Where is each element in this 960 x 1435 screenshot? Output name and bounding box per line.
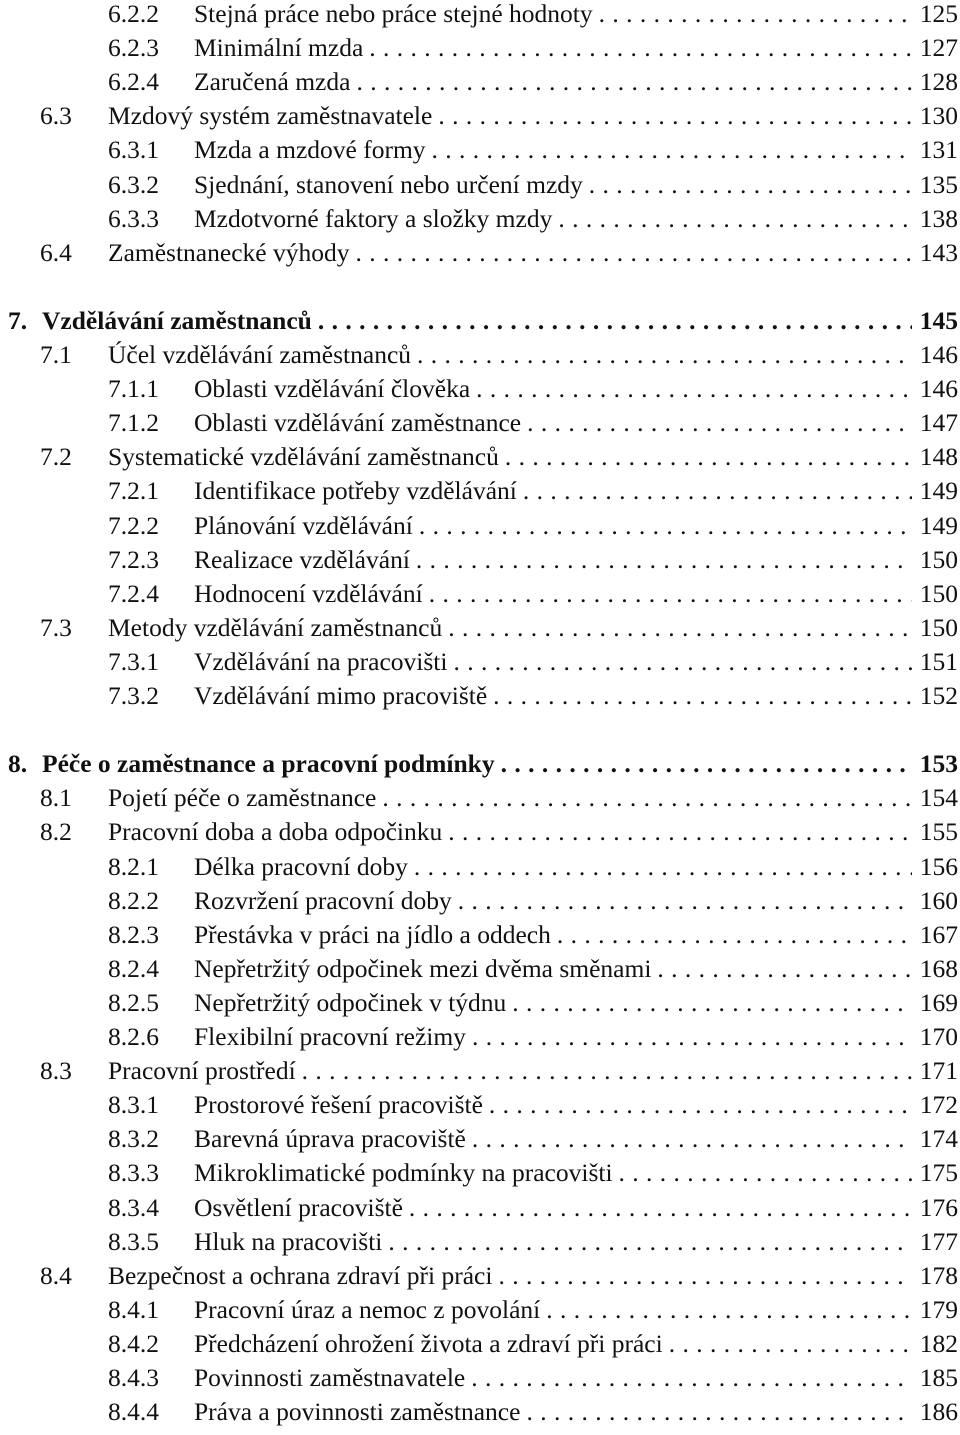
dot-leader bbox=[657, 952, 911, 986]
toc-entry-page-number: 170 bbox=[912, 1020, 958, 1054]
toc-entry-line bbox=[194, 31, 958, 65]
toc-entry-number: 7.1.1 bbox=[108, 374, 159, 404]
dot-leader bbox=[419, 509, 912, 543]
toc-entry-title: Mzda a mzdové formy bbox=[194, 133, 432, 167]
dot-leader bbox=[458, 884, 912, 918]
dot-leader bbox=[438, 99, 911, 133]
toc-entry-number: 7.2.2 bbox=[108, 510, 159, 540]
toc-entry-title: Osvětlení pracoviště bbox=[194, 1191, 409, 1225]
toc-entry-page-number: 153 bbox=[912, 747, 958, 781]
toc-entry-page-number: 150 bbox=[912, 577, 958, 611]
toc-entry-line bbox=[108, 815, 958, 849]
toc-entry-page-number: 177 bbox=[912, 1225, 958, 1259]
toc-entry-line bbox=[194, 1020, 958, 1054]
toc-entry-line bbox=[108, 338, 958, 372]
toc-entry-number: 7.3.2 bbox=[108, 681, 159, 710]
toc-entry-number: 6.2.2 bbox=[108, 0, 159, 28]
toc-entry-title: Prostorové řešení pracoviště bbox=[194, 1088, 489, 1122]
toc-entry-number: 6.4 bbox=[40, 237, 72, 267]
toc-entry[interactable] bbox=[0, 0, 960, 31]
toc-entry-line bbox=[42, 304, 958, 338]
toc-entry-number: 8.4 bbox=[40, 1260, 72, 1290]
toc-entry-title: Mikroklimatické podmínky na pracovišti bbox=[194, 1156, 619, 1190]
toc-entry-line bbox=[194, 406, 958, 440]
toc-entry-number: 8.2.1 bbox=[108, 851, 159, 881]
toc-entry-number: 8. bbox=[8, 749, 28, 779]
toc-entry[interactable] bbox=[0, 1361, 960, 1395]
toc-entry[interactable] bbox=[0, 202, 960, 236]
toc-entry-title: Bezpečnost a ochrana zdraví při práci bbox=[108, 1259, 498, 1293]
toc-entry-number: 8.3.1 bbox=[108, 1090, 159, 1120]
toc-entry-page-number: 146 bbox=[912, 372, 958, 406]
toc-entry-line bbox=[194, 1361, 958, 1395]
toc-entry-title: Předcházení ohrožení života a zdraví při práci bbox=[194, 1327, 669, 1361]
toc-entry-title: Zaručená mzda bbox=[194, 65, 356, 99]
dot-leader bbox=[414, 850, 912, 884]
toc-entry[interactable] bbox=[0, 1395, 960, 1429]
toc-entry-page-number: 171 bbox=[912, 1054, 958, 1088]
toc-entry[interactable] bbox=[0, 338, 960, 372]
toc-entry-page-number: 152 bbox=[912, 679, 958, 713]
toc-entry-title: Flexibilní pracovní režimy bbox=[194, 1020, 472, 1054]
toc-entry[interactable] bbox=[0, 884, 960, 918]
toc-entry-line bbox=[194, 133, 958, 167]
toc-entry-line bbox=[194, 679, 958, 713]
toc-entry[interactable] bbox=[0, 918, 960, 952]
toc-entry-line bbox=[194, 543, 958, 577]
toc-entry-page-number: 179 bbox=[912, 1293, 958, 1327]
dot-leader bbox=[526, 1395, 911, 1429]
toc-entry[interactable] bbox=[0, 1293, 960, 1327]
toc-entry-number: 8.2.2 bbox=[108, 885, 159, 915]
toc-entry-title: Přestávka v práci na jídlo a oddech bbox=[194, 918, 557, 952]
toc-entry-number: 8.3.5 bbox=[108, 1226, 159, 1256]
toc-entry-page-number: 135 bbox=[912, 168, 958, 202]
toc-entry-title: Oblasti vzdělávání zaměstnance bbox=[194, 406, 527, 440]
toc-entry-number: 7.3 bbox=[40, 612, 72, 642]
dot-leader bbox=[417, 338, 912, 372]
dot-leader bbox=[557, 918, 912, 952]
toc-entry-title: Mzdový systém zaměstnavatele bbox=[108, 99, 438, 133]
toc-entry-title: Povinnosti zaměstnavatele bbox=[194, 1361, 471, 1395]
toc-entry[interactable] bbox=[0, 611, 960, 645]
dot-leader bbox=[498, 1259, 911, 1293]
dot-leader bbox=[589, 168, 912, 202]
toc-entry[interactable] bbox=[0, 543, 960, 577]
dot-leader bbox=[669, 1327, 912, 1361]
toc-entry-number: 8.4.1 bbox=[108, 1294, 159, 1324]
toc-entry-title: Realizace vzdělávání bbox=[194, 543, 416, 577]
toc-entry-number: 7. bbox=[8, 305, 28, 335]
toc-entry[interactable] bbox=[0, 1156, 960, 1190]
toc-entry-number: 6.3.1 bbox=[108, 135, 159, 165]
toc-entry-line bbox=[42, 747, 958, 781]
toc-entry-page-number: 174 bbox=[912, 1122, 958, 1156]
toc-entry-line bbox=[194, 1122, 958, 1156]
toc-entry-page-number: 167 bbox=[912, 918, 958, 952]
toc-entry-line bbox=[194, 168, 958, 202]
toc-entry-page-number: 150 bbox=[912, 543, 958, 577]
dot-leader bbox=[355, 236, 911, 270]
dot-leader bbox=[471, 1361, 912, 1395]
toc-entry[interactable] bbox=[0, 474, 960, 508]
toc-entry-page-number: 143 bbox=[912, 236, 958, 270]
toc-entry-number: 8.1 bbox=[40, 783, 72, 813]
dot-leader bbox=[472, 1122, 912, 1156]
toc-entry[interactable] bbox=[0, 645, 960, 679]
toc-entry-page-number: 130 bbox=[912, 99, 958, 133]
toc-entry-title: Rozvržení pracovní doby bbox=[194, 884, 458, 918]
toc-entry-page-number: 151 bbox=[912, 645, 958, 679]
toc-entry-number: 8.4.3 bbox=[108, 1363, 159, 1392]
toc-entry-page-number: 155 bbox=[912, 815, 958, 849]
toc-entry-number: 8.3 bbox=[40, 1056, 72, 1086]
toc-entry-page-number: 127 bbox=[912, 31, 958, 65]
toc-entry-title: Práva a povinnosti zaměstnance bbox=[194, 1395, 526, 1429]
toc-entry[interactable] bbox=[0, 440, 960, 474]
toc-entry-number: 8.3.4 bbox=[108, 1192, 159, 1222]
toc-entry-page-number: 149 bbox=[912, 509, 958, 543]
dot-leader bbox=[489, 1088, 912, 1122]
toc-entry-number: 8.3.2 bbox=[108, 1124, 159, 1154]
toc-entry-line bbox=[194, 952, 958, 986]
dot-leader bbox=[476, 372, 912, 406]
toc-entry-line bbox=[108, 781, 958, 815]
toc-entry-number: 7.2 bbox=[40, 442, 72, 472]
dot-leader bbox=[453, 645, 911, 679]
toc-entry-page-number: 131 bbox=[912, 133, 958, 167]
toc-entry-title: Zaměstnanecké výhody bbox=[108, 236, 355, 270]
toc-entry-page-number: 149 bbox=[912, 474, 958, 508]
dot-leader bbox=[527, 406, 912, 440]
toc-entry-page-number: 125 bbox=[912, 0, 958, 31]
toc-entry-title: Účel vzdělávání zaměstnanců bbox=[108, 338, 417, 372]
toc-entry[interactable] bbox=[0, 168, 960, 202]
toc-entry-page-number: 128 bbox=[912, 65, 958, 99]
dot-leader bbox=[388, 1225, 911, 1259]
toc-chapter-entry[interactable] bbox=[0, 747, 960, 781]
toc-entry-page-number: 154 bbox=[912, 781, 958, 815]
toc-entry-page-number: 185 bbox=[912, 1361, 958, 1395]
toc-entry-number: 8.2.6 bbox=[108, 1022, 159, 1051]
toc-entry[interactable] bbox=[0, 1259, 960, 1293]
dot-leader bbox=[409, 1191, 912, 1225]
toc-entry-number: 8.4.4 bbox=[108, 1397, 159, 1427]
toc-entry-title: Hluk na pracovišti bbox=[194, 1225, 388, 1259]
toc-entry-line bbox=[194, 474, 958, 508]
dot-leader bbox=[416, 543, 912, 577]
toc-entry[interactable] bbox=[0, 1191, 960, 1225]
toc-entry-number: 7.2.3 bbox=[108, 544, 159, 574]
toc-entry-line bbox=[108, 1259, 958, 1293]
toc-entry-line bbox=[194, 509, 958, 543]
dot-leader bbox=[432, 133, 912, 167]
dot-leader bbox=[382, 781, 911, 815]
dot-leader bbox=[448, 611, 912, 645]
toc-entry-line bbox=[194, 918, 958, 952]
toc-entry-number: 6.3.3 bbox=[108, 203, 159, 233]
toc-entry-number: 8.3.3 bbox=[108, 1158, 159, 1188]
toc-entry-title: Barevná úprava pracoviště bbox=[194, 1122, 472, 1156]
dot-leader bbox=[558, 202, 911, 236]
toc-entry-line bbox=[194, 1156, 958, 1190]
toc-entry-title: Metody vzdělávání zaměstnanců bbox=[108, 611, 448, 645]
toc-entry-page-number: 186 bbox=[912, 1395, 958, 1429]
toc-entry[interactable] bbox=[0, 850, 960, 884]
toc-entry[interactable] bbox=[0, 952, 960, 986]
toc-entry-title: Nepřetržitý odpočinek v týdnu bbox=[194, 986, 512, 1020]
toc-entry-line bbox=[194, 1088, 958, 1122]
toc-entry-page-number: 145 bbox=[912, 304, 958, 338]
toc-entry-title: Systematické vzdělávání zaměstnanců bbox=[108, 440, 505, 474]
toc-entry-number: 8.2.4 bbox=[108, 953, 159, 983]
toc-entry-number: 7.2.1 bbox=[108, 476, 159, 506]
toc-entry-title: Minimální mzda bbox=[194, 31, 369, 65]
toc-entry-title: Mzdotvorné faktory a složky mzdy bbox=[194, 202, 558, 236]
toc-entry-title: Pracovní doba a doba odpočinku bbox=[108, 815, 448, 849]
toc-entry[interactable] bbox=[0, 372, 960, 406]
toc-entry-number: 6.2.4 bbox=[108, 67, 159, 97]
toc-entry-line bbox=[194, 0, 958, 31]
dot-leader bbox=[429, 577, 912, 611]
toc-entry-number: 8.2.3 bbox=[108, 919, 159, 949]
toc-entry-title: Délka pracovní doby bbox=[194, 850, 414, 884]
toc-entry-number: 7.2.4 bbox=[108, 578, 159, 608]
toc-entry[interactable] bbox=[0, 406, 960, 440]
toc-entry-line bbox=[108, 440, 958, 474]
toc-entry-line bbox=[194, 884, 958, 918]
dot-leader bbox=[546, 1293, 912, 1327]
toc-entry-page-number: 176 bbox=[912, 1191, 958, 1225]
toc-entry[interactable] bbox=[0, 1327, 960, 1361]
dot-leader bbox=[369, 31, 911, 65]
toc-entry-page-number: 148 bbox=[912, 440, 958, 474]
toc-entry-number: 6.2.3 bbox=[108, 33, 159, 63]
toc-entry-page-number: 138 bbox=[912, 202, 958, 236]
toc-entry-title: Pojetí péče o zaměstnance bbox=[108, 781, 382, 815]
toc-entry[interactable] bbox=[0, 1054, 960, 1088]
toc-entry-title: Péče o zaměstnance a pracovní podmínky bbox=[42, 747, 501, 781]
dot-leader bbox=[493, 679, 912, 713]
toc-entry-title: Vzdělávání zaměstnanců bbox=[42, 304, 318, 338]
toc-entry-line bbox=[194, 1293, 958, 1327]
toc-entry-line bbox=[194, 1327, 958, 1361]
toc-entry-page-number: 168 bbox=[912, 952, 958, 986]
toc-entry-title: Pracovní prostředí bbox=[108, 1054, 302, 1088]
toc-entry-page-number: 169 bbox=[912, 986, 958, 1020]
toc-entry-line bbox=[108, 99, 958, 133]
toc-entry-title: Vzdělávání na pracovišti bbox=[194, 645, 453, 679]
toc-entry-title: Pracovní úraz a nemoc z povolání bbox=[194, 1293, 546, 1327]
toc-entry-number: 7.1 bbox=[40, 340, 72, 369]
dot-leader bbox=[619, 1156, 912, 1190]
toc-entry-line bbox=[194, 850, 958, 884]
toc-entry-line bbox=[108, 611, 958, 645]
toc-entry-number: 6.3.2 bbox=[108, 169, 159, 199]
toc-entry-line bbox=[194, 645, 958, 679]
toc-entry[interactable] bbox=[0, 1020, 960, 1054]
toc-entry-title: Sjednání, stanovení nebo určení mzdy bbox=[194, 168, 589, 202]
dot-leader bbox=[472, 1020, 912, 1054]
toc-entry-page-number: 160 bbox=[912, 884, 958, 918]
toc-entry[interactable] bbox=[0, 1088, 960, 1122]
toc-entry[interactable] bbox=[0, 781, 960, 815]
dot-leader bbox=[318, 304, 912, 338]
toc-entry-title: Stejná práce nebo práce stejné hodnoty bbox=[194, 0, 599, 31]
dot-leader bbox=[505, 440, 912, 474]
toc-entry-title: Hodnocení vzdělávání bbox=[194, 577, 429, 611]
toc-entry-number: 7.1.2 bbox=[108, 408, 159, 438]
toc-chapter-entry[interactable] bbox=[0, 304, 960, 338]
dot-leader bbox=[512, 986, 911, 1020]
toc-entry-number: 6.3 bbox=[40, 101, 72, 131]
dot-leader bbox=[302, 1054, 912, 1088]
dot-leader bbox=[599, 0, 912, 31]
toc-entry[interactable] bbox=[0, 679, 960, 713]
toc-entry-page-number: 146 bbox=[912, 338, 958, 372]
toc-entry[interactable] bbox=[0, 1122, 960, 1156]
toc-entry-line bbox=[194, 577, 958, 611]
toc-entry[interactable] bbox=[0, 31, 960, 65]
toc-entry-number: 8.2.5 bbox=[108, 987, 159, 1017]
toc-entry-number: 7.3.1 bbox=[108, 646, 159, 676]
toc-entry[interactable] bbox=[0, 65, 960, 99]
toc-entry-page-number: 147 bbox=[912, 406, 958, 440]
dot-leader bbox=[501, 747, 912, 781]
toc-entry[interactable] bbox=[0, 815, 960, 849]
toc-entry-line bbox=[194, 1225, 958, 1259]
toc-entry[interactable] bbox=[0, 986, 960, 1020]
dot-leader bbox=[356, 65, 911, 99]
toc-entry[interactable] bbox=[0, 509, 960, 543]
toc-entry[interactable] bbox=[0, 577, 960, 611]
toc-entry-line bbox=[194, 986, 958, 1020]
toc-entry-page-number: 182 bbox=[912, 1327, 958, 1361]
toc-entry-line bbox=[108, 236, 958, 270]
toc-entry[interactable] bbox=[0, 133, 960, 167]
toc-entry-line bbox=[194, 1395, 958, 1429]
toc-entry-line bbox=[194, 372, 958, 406]
toc-entry-line bbox=[194, 65, 958, 99]
toc-entry-number: 8.2 bbox=[40, 817, 72, 847]
toc-entry-title: Vzdělávání mimo pracoviště bbox=[194, 679, 493, 713]
toc-entry-page-number: 175 bbox=[912, 1156, 958, 1190]
toc-entry-title: Nepřetržitý odpočinek mezi dvěma směnami bbox=[194, 952, 657, 986]
toc-entry-line bbox=[108, 1054, 958, 1088]
toc-entry-number: 8.4.2 bbox=[108, 1328, 159, 1358]
toc-entry-title: Plánování vzdělávání bbox=[194, 509, 419, 543]
toc-entry[interactable] bbox=[0, 236, 960, 270]
toc-entry-page-number: 150 bbox=[912, 611, 958, 645]
toc-entry[interactable] bbox=[0, 99, 960, 133]
toc-entry-page-number: 172 bbox=[912, 1088, 958, 1122]
toc-entry-title: Oblasti vzdělávání člověka bbox=[194, 372, 476, 406]
toc-entry-line bbox=[194, 1191, 958, 1225]
toc-entry-line bbox=[194, 202, 958, 236]
dot-leader bbox=[523, 474, 912, 508]
toc-entry-page-number: 156 bbox=[912, 850, 958, 884]
toc-entry-page-number: 178 bbox=[912, 1259, 958, 1293]
toc-entry[interactable] bbox=[0, 1225, 960, 1259]
dot-leader bbox=[448, 815, 911, 849]
toc-entry-title: Identifikace potřeby vzdělávání bbox=[194, 474, 523, 508]
